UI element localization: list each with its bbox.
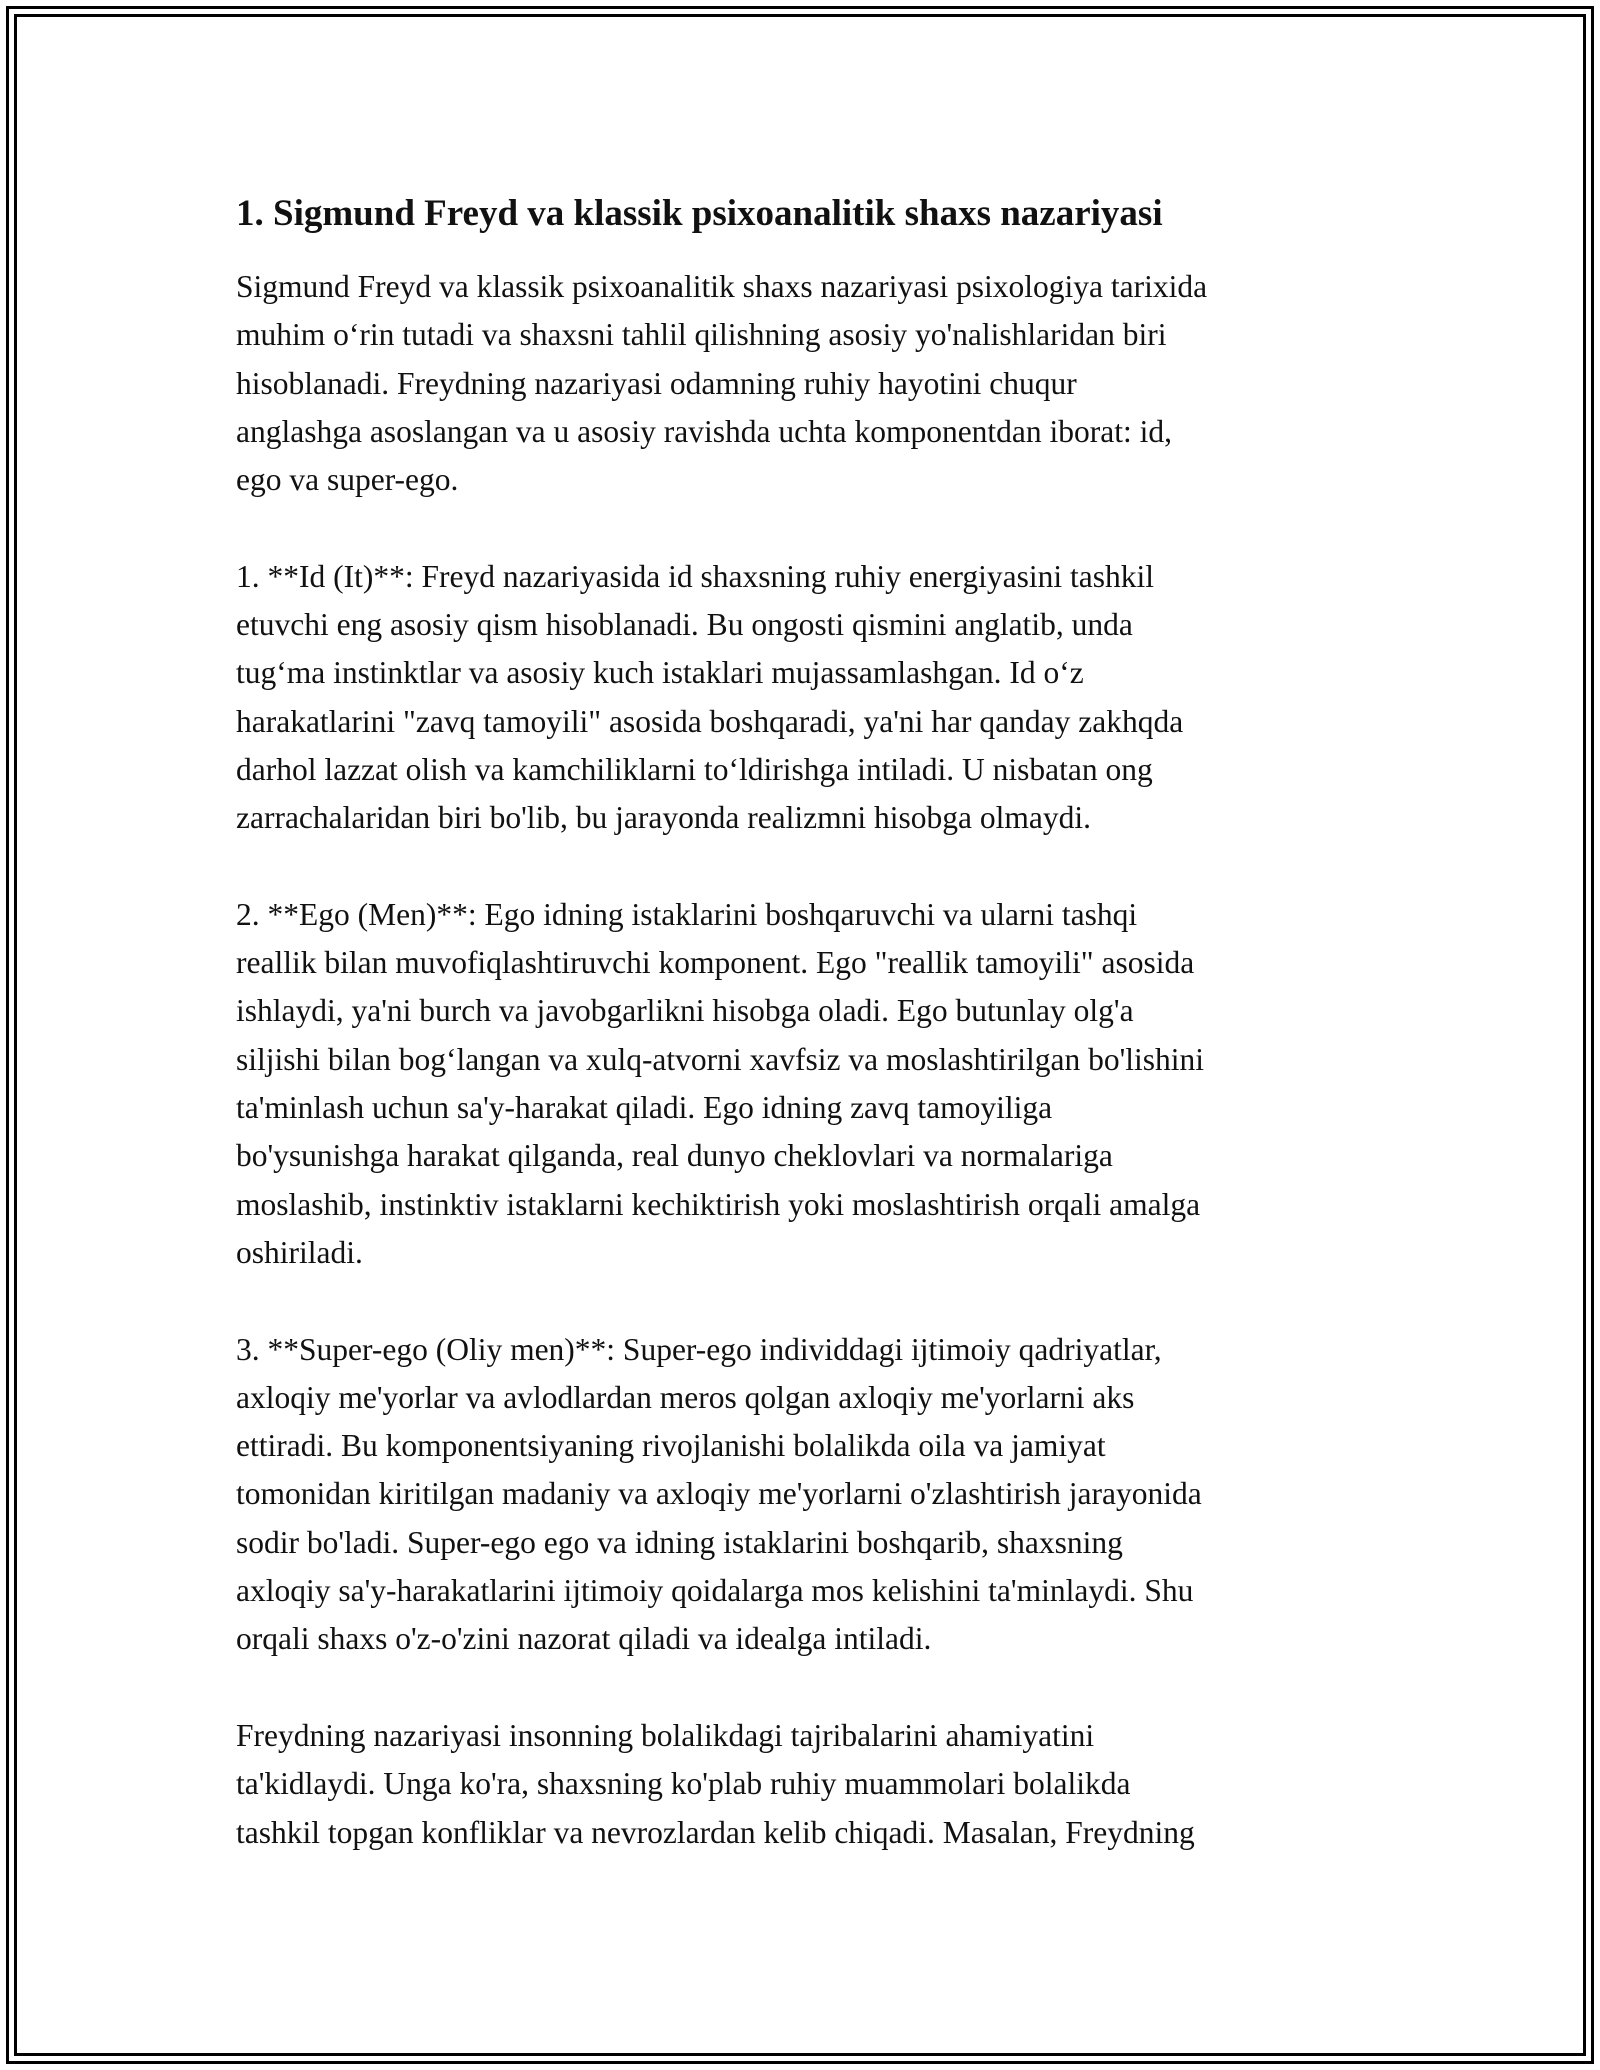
text-line: ego va super-ego. bbox=[236, 462, 459, 498]
text-line: reallik bilan muvofiqlashtiruvchi komponent. Ego "reallik tamoyili" asosida bbox=[236, 945, 1195, 981]
text-line: ta'minlash uchun sa'y-harakat qiladi. Ego idning zavq tamoyiliga bbox=[236, 1090, 1053, 1126]
paragraph bbox=[236, 263, 1376, 504]
text-line: moslashib, instinktiv istaklarni kechiktirish yoki moslashtirish orqali amalga bbox=[236, 1186, 1201, 1222]
text-line: 1. **Id (It)**: Freyd nazariyasida id shaxsning ruhiy energiyasini tashkil bbox=[236, 558, 1154, 594]
document-title: 1. Sigmund Freyd va klassik psixoanalitik shaxs nazariyasi bbox=[236, 193, 1163, 234]
text-line: ta'kidlaydi. Unga ko'ra, shaxsning ko'plab ruhiy muammolari bolalikda bbox=[236, 1766, 1131, 1802]
text-line: Freydning nazariyasi insonning bolalikdagi tajribalarini ahamiyatini bbox=[236, 1717, 1095, 1753]
text-line: axloqiy me'yorlar va avlodlardan meros qolgan axloqiy me'yorlarni aks bbox=[236, 1379, 1135, 1415]
text-line: anglashga asoslangan va u asosiy ravishda uchta komponentdan iborat: id, bbox=[236, 413, 1173, 449]
paragraph-list bbox=[236, 263, 1376, 1857]
text-line: zarrachalaridan biri bo'lib, bu jarayonda realizmni hisobga olmaydi. bbox=[236, 800, 1091, 836]
text-line: darhol lazzat olish va kamchiliklarni to‘ldirishga intiladi. U nisbatan ong bbox=[236, 751, 1153, 787]
text-line: hisoblanadi. Freydning nazariyasi odamning ruhiy hayotini chuqur bbox=[236, 365, 1077, 401]
text-line: 2. **Ego (Men)**: Ego idning istaklarini boshqaruvchi va ularni tashqi bbox=[236, 896, 1138, 932]
paragraph bbox=[236, 891, 1376, 1277]
document-body bbox=[236, 187, 1376, 1905]
paragraph bbox=[236, 1326, 1376, 1664]
text-line: muhim o‘rin tutadi va shaxsni tahlil qilishning asosiy yo'nalishlaridan biri bbox=[236, 317, 1167, 353]
text-line: siljishi bilan bog‘langan va xulq-atvorni xavfsiz va moslashtirilgan bo'lishini bbox=[236, 1041, 1205, 1077]
text-line: tashkil topgan konfliklar va nevrozlardan kelib chiqadi. Masalan, Freydning bbox=[236, 1814, 1195, 1850]
paragraph bbox=[236, 553, 1376, 843]
text-line: etuvchi eng asosiy qism hisoblanadi. Bu ongosti qismini anglatib, unda bbox=[236, 607, 1133, 643]
text-line: Sigmund Freyd va klassik psixoanalitik shaxs nazariyasi psixologiya tarixida bbox=[236, 269, 1208, 304]
text-line: sodir bo'ladi. Super-ego ego va idning istaklarini boshqarib, shaxsning bbox=[236, 1524, 1123, 1560]
text-line: bo'ysunishga harakat qilganda, real dunyo cheklovlari va normalariga bbox=[236, 1138, 1113, 1174]
text-line: ishlaydi, ya'ni burch va javobgarlikni hisobga oladi. Ego butunlay olg'a bbox=[236, 993, 1134, 1029]
text-line: 3. **Super-ego (Oliy men)**: Super-ego individdagi ijtimoiy qadriyatlar, bbox=[236, 1331, 1162, 1367]
text-line: ettiradi. Bu komponentsiyaning rivojlanishi bolalikda oila va jamiyat bbox=[236, 1428, 1106, 1464]
text-line: oshiriladi. bbox=[236, 1234, 363, 1270]
text-line: harakatlarini "zavq tamoyili" asosida boshqaradi, ya'ni har qanday zakhqda bbox=[236, 703, 1184, 739]
text-line: axloqiy sa'y-harakatlarini ijtimoiy qoidalarga mos kelishini ta'minlaydi. Shu bbox=[236, 1573, 1194, 1609]
text-line: tomonidan kiritilgan madaniy va axloqiy me'yorlarni o'zlashtirish jarayonida bbox=[236, 1476, 1202, 1512]
text-line: tug‘ma instinktlar va asosiy kuch istaklari mujassamlashgan. Id o‘z bbox=[236, 655, 1084, 691]
text-line: orqali shaxs o'z-o'zini nazorat qiladi va idealga intiladi. bbox=[236, 1621, 932, 1657]
paragraph bbox=[236, 1712, 1376, 1857]
